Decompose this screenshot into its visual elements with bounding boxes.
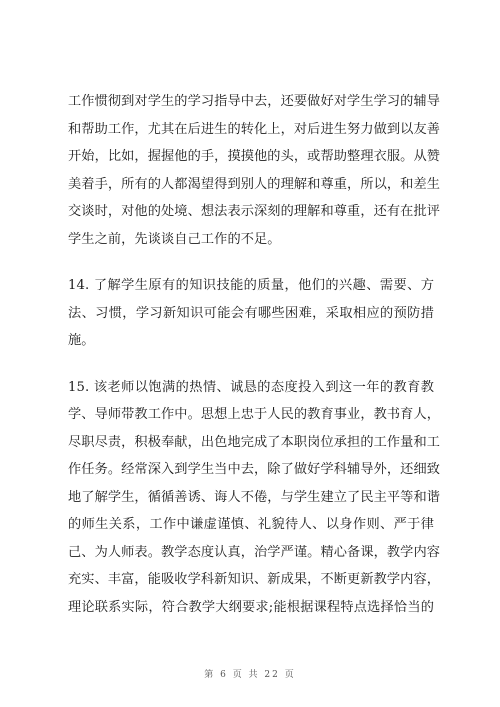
text-line: 地了解学生，循循善诱、诲人不倦，与学生建立了民主平等和谐 [68, 489, 441, 505]
text-line: 尽职尽责，积极奉献，出色地完成了本职岗位承担的工作量和工 [68, 434, 441, 450]
page-body [68, 88, 441, 621]
text-line: 法、习惯，学习新知识可能会有哪些困难，采取相应的预防措 [68, 305, 434, 321]
paragraph-1 [68, 88, 441, 253]
text-line: 交谈时，对他的处境、想法表示深刻的理解和尊重，还有在批评 [68, 204, 441, 219]
text-line: 学、导师带教工作中。思想上忠于人民的教育事业，教书育人， [68, 407, 441, 422]
text-line: 14. 了解学生原有的知识技能的质量，他们的兴趣、需要、方 [68, 278, 434, 293]
text-line: 施。 [68, 333, 95, 348]
text-line: 工作惯彻到对学生的学习指导中去，还要做好对学生学习的辅导 [68, 94, 441, 109]
text-line: 的师生关系，工作中谦虚谨慎、礼貌待人、以身作则、严于律 [68, 517, 434, 532]
text-line: 和帮助工作，尤其在后进生的转化上，对后进生努力做到以友善 [68, 121, 441, 137]
text-line: 美着手，所有的人都渴望得到别人的理解和尊重，所以，和差生 [68, 176, 441, 192]
text-line: 作任务。经常深入到学生当中去，除了做好学科辅导外，还细致 [68, 462, 441, 477]
paragraph-15 [68, 374, 441, 622]
text-line: 己、为人师表。教学态度认真，治学严谨。精心备课，教学内容 [68, 544, 441, 560]
page-number-footer: 第 6 页 共 22 页 [204, 670, 296, 680]
text-line: 充实、丰富，能吸收学科新知识、新成果，不断更新教学内容， [68, 572, 441, 587]
text-line: 开始，比如，握握他的手，摸摸他的头，或帮助整理衣服。从赞 [68, 149, 441, 164]
text-line: 学生之前，先谈谈自己工作的不足。 [68, 231, 281, 247]
paragraph-14 [68, 272, 434, 355]
text-line: 理论联系实际，符合教学大纲要求;能根据课程特点选择恰当的 [68, 599, 434, 615]
text-line: 15. 该老师以饱满的热情、诚恳的态度投入到这一年的教育教 [68, 379, 434, 395]
